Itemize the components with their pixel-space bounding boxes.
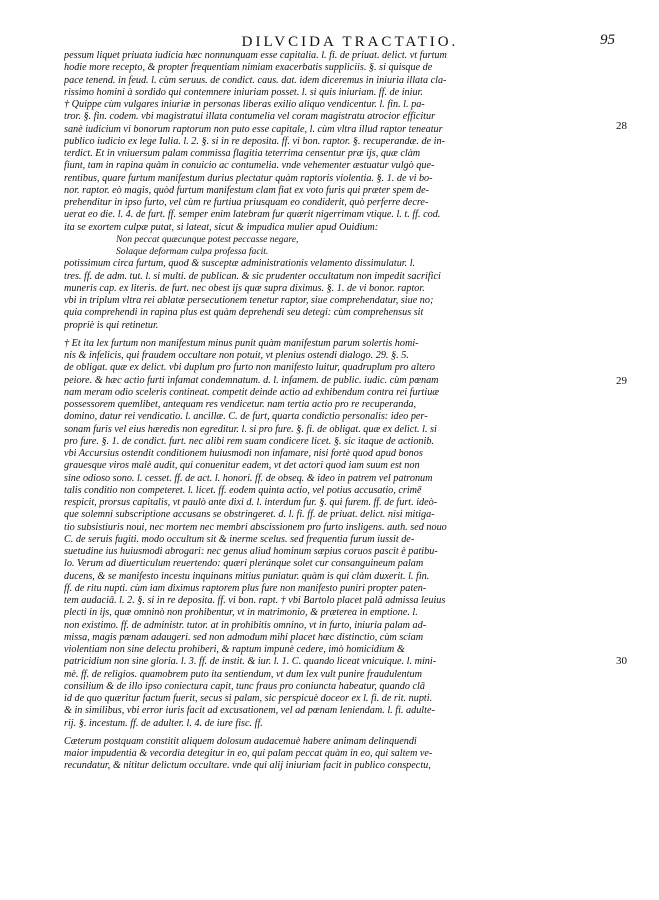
text-line: sanè iudicium vi bonorum raptorum non puto esse capitale, l. cùm vltra illud raptor teneatur bbox=[64, 123, 443, 135]
text-line: id de quo quæritur factum fuerit, secus si palam, sic perspicuè doceor ex l. fi. de rit. nupti. bbox=[64, 693, 433, 704]
text-line: grauesque viros malè audit, qui conuenitur eadem, vt det actori quod iam suum est non bbox=[64, 460, 420, 472]
text-line: muneris cap. ex literis. de furt. nec obest ijs quæ supra diximus. §. 1. de vi bonor. raptor. bbox=[64, 282, 425, 294]
text-line: respicit, prorsus capitalis, vt paulò ante dixi d. l. interdum fur. §. qui furem. ff. de furt. ideò- bbox=[64, 497, 438, 508]
text-line: mè. ff. de religios. quamobrem puto ita sentiendum, vt dum lex vult punire fraudulentum bbox=[64, 668, 422, 680]
text-line: maior impudentia & vecordia detegitur in eo, qui palam peccat quàm in eo, qui saltem ve- bbox=[64, 748, 433, 759]
verse-line: Non peccat quæcunque potest peccasse negare, bbox=[116, 233, 299, 245]
running-head: DILVCIDA TRACTATIO. bbox=[241, 34, 459, 50]
text-line: ducens, & se manifesto incestu inquinans mitius puniatur. quàm is qui clàm duxerit. l. fin. bbox=[64, 570, 430, 582]
text-line: pessum liquet priuata iudicia hæc nonnunquam esse capitalia. l. fi. de priuat. delict. vt furtum bbox=[64, 50, 447, 61]
text-line: tem audaciā. l. 2. §. si in re deposita. ff. vi bon. rapt. † vbi Bartolo placet palā admissa leuius bbox=[64, 595, 446, 606]
text-line: rissimo homini à sordido qui contemnere iniuriam posset. l. si quis iniuriam. ff. de iniur. bbox=[64, 86, 423, 98]
text-line: talis conditio non competeret. l. licet. ff. eodem quinta actio, vel potius accusatio, crimē bbox=[64, 484, 422, 496]
verse-quote bbox=[64, 234, 604, 259]
paragraph bbox=[64, 338, 604, 730]
verse-line: Solaque deformam culpa professa facit. bbox=[116, 246, 269, 257]
text-line: fiunt, tam in rapina quàm in conuicio ac contumelia. vnde vehementer æstuatur vulgò que- bbox=[64, 160, 435, 172]
text-line: uerat eo die. l. 4. de furt. ff. semper enim latebram fur quærit nigerrimam vtique. l. t. ff. cod. bbox=[64, 209, 441, 221]
paragraph bbox=[64, 258, 604, 332]
text-line: C. de seruis fugiti. modo occultum sit & inerme scelus. sed frequentia furum iussit de- bbox=[64, 533, 415, 545]
text-line: quia comprehendi in rapina plus est quàm deprehendi seu detegi: cùm comprehensus sit bbox=[64, 307, 424, 319]
text-line: publico iudicio ex lege Iulia. l. 2. §. si in re deposita. ff. vi bon. raptor. §. recuperandæ. de in- bbox=[64, 135, 445, 147]
paragraph bbox=[64, 736, 604, 773]
text-line: propriè is qui retinetur. bbox=[64, 319, 159, 331]
text-line: possessorem quemlibet, antequam res vendicetur. nam tertia actio pro re recuperanda, bbox=[64, 399, 417, 410]
text-line: nam meram odio sceleris contineat. competit deinde actio ad exhibendum contra rei furtiuæ bbox=[64, 386, 440, 398]
text-line: hodie more recepto, & propter frequentiam nimiam exacerbatis suppliciis. §. si quisque de bbox=[64, 62, 433, 74]
text-line: † Quippe cùm vulgares iniuriæ in personas liberas exilio aliquo vendicentur. l. fin. l. pa- bbox=[64, 99, 425, 110]
margin-number: 28 bbox=[616, 120, 627, 132]
text-line: vbi in triplum vltra rei ablatæ persecutionem tenetur raptor, siue comprehendatur, siue no; bbox=[64, 295, 434, 306]
text-line: peiore. & hæc actio furti infamat condemnatum. d. l. infamem. de public. iudic. cùm pœnam bbox=[64, 374, 439, 386]
body-text bbox=[64, 50, 604, 773]
text-line: nor. raptor. eò magis, quòd furtum manifestum clam fiat ex voto furis qui præter spem de- bbox=[64, 184, 430, 196]
text-line: consilium & de illo ipso coniectura capit, tunc fraus pro coniuncta habeatur, quando clā bbox=[64, 680, 425, 692]
text-line: recundatur, & nititur delictum occultare. vnde qui alij iniuriam facit in publico conspectu, bbox=[64, 760, 431, 772]
text-line: prehenditur in ipso furto, vel cùm re furtiua priusquam eo condiderit, quò perferre decre- bbox=[64, 197, 429, 208]
margin-number: 30 bbox=[616, 655, 627, 667]
text-line: † Et ita lex furtum non manifestum minus punit quàm manifestum parum solertis homi- bbox=[64, 337, 419, 349]
text-line: patricidium non sine gloria. l. 3. ff. de instit. & iur. l. 1. C. quando liceat vnicuique. l. mini- bbox=[64, 656, 437, 668]
text-line: non existimo. ff. de administr. tutor. at in prohibitis omnino, vt in furto, iniuria palam ad- bbox=[64, 619, 427, 631]
text-line: violentiam non sine delectu prohiberi, & raptum impunè cedere, imò homicidium & bbox=[64, 644, 405, 655]
text-line: ita se exortem culpæ putat, si lateat, sicut & impudica mulier apud Ouidium: bbox=[64, 221, 379, 233]
text-line: de obligat. quæ ex delict. vbi duplum pro furto non manifesto luitur, quadruplum pro altero bbox=[64, 362, 435, 374]
paragraph bbox=[64, 50, 604, 234]
text-line: sonam furis vel eius hæredis non egreditur. l. si pro fure. §. fi. de obligat. quæ ex delict. l. si bbox=[64, 423, 437, 435]
text-line: terdict. Et in vniuersum palam commissa flagitia teterrima censentur præ ijs, quæ clàm bbox=[64, 148, 421, 159]
text-line: plecti in ijs, quæ omninò non prohibentur, vt in matrimonio, & præterea in emptione. l. bbox=[64, 607, 418, 619]
text-line: rentibus, quare furtum manifestum durius plectatur quàm raptoris violentia. §. 1. de vi bo- bbox=[64, 172, 433, 184]
text-line: & in similibus, vbi error iuris facit ad excusationem, vel ad pœnam leniendam. l. fi. adulte- bbox=[64, 705, 435, 717]
text-line: Cæterum postquam constitit aliquem dolosum audacemuè habere animam delinquendi bbox=[64, 735, 417, 747]
text-line: lo. Verum ad diuerticulum reuertendo: quæri plerúnque solet cur consanguineum palam bbox=[64, 558, 424, 570]
text-line: tio subsistiuris noui, nec mortem nec membri abscissionem pro furto insligens. auth. sed nouo bbox=[64, 521, 447, 533]
text-line: que solemni subscriptione accusans se obstringeret. d. l. fi. ff. de priuat. delict. nisi mitiga- bbox=[64, 509, 435, 521]
text-line: missa, magis pœnam adaugeri. sed non admodum mihi placet hæc distinctio, cùm sciam bbox=[64, 631, 424, 643]
text-line: domino, datur rei vendicatio. l. ancillæ. C. de furt, quarta condictio personalis: ideo per- bbox=[64, 411, 428, 423]
text-line: pace tenend. in feud. l. cùm seruus. de condict. caus. dat. idem diceremus in iniuria illata cla- bbox=[64, 74, 447, 86]
text-line: pro fure. §. 1. de condict. furt. nec alibi rem suam condicere licet. §. sic itaque de actionib. bbox=[64, 435, 434, 447]
text-line: sine odioso sono. l. cesset. ff. de act. l. honori. ff. de obseq. & ideo in patrem vel patronum bbox=[64, 472, 433, 484]
text-line: ff. de ritu nupti. cùm iam diximus raptorem plus fure non manifesto puniri propter paten- bbox=[64, 582, 427, 594]
text-line: nis & infelicis, qui fraudem occultare non potuit, vt plenius ostendi dialogo. 29. §. 5. bbox=[64, 350, 409, 361]
text-line: suetudine ius huiusmodi abrogari: nec genus aliud hominum sæpius coruos pascit è patibu- bbox=[64, 546, 438, 557]
text-line: potissimum circa furtum, quod & susceptæ administrationis velamento dissimulatur. l. bbox=[64, 258, 416, 270]
text-line: tror. §. fin. codem. vbi magistratui illata contumelia vel coram magistratu atrocior efficitur bbox=[64, 111, 436, 123]
text-line: tres. ff. de adm. tut. l. si multi. de publican. & sic prudenter occultatum non impedit sacrifici bbox=[64, 270, 441, 282]
text-line: rij. §. incestum. ff. de adulter. l. 4. de iure fisc. ff. bbox=[64, 717, 263, 729]
margin-number: 29 bbox=[616, 375, 627, 387]
text-line: vbi Accursius ostendit conditionem huiusmodi non infamare, nisi fortè quod apud bonos bbox=[64, 448, 423, 459]
page-number: 95 bbox=[600, 32, 615, 48]
